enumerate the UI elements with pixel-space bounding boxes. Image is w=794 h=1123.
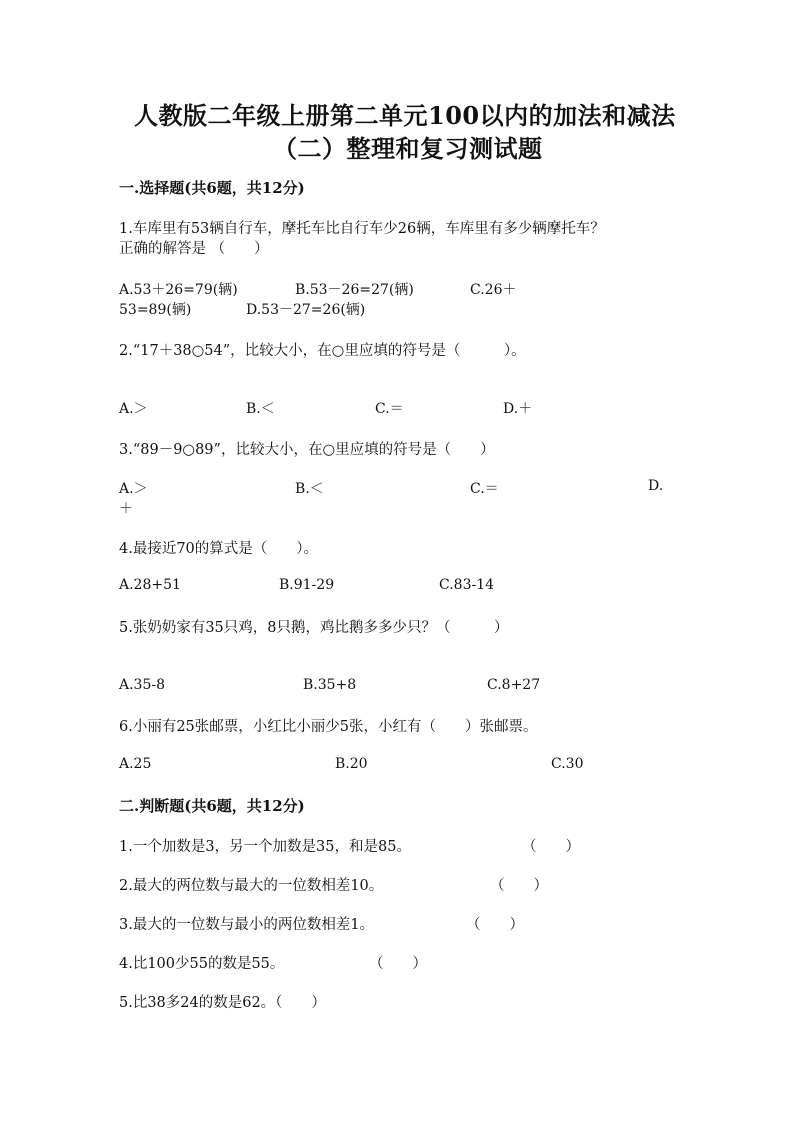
option-a: A.53＋26=79(辆) xyxy=(119,282,238,298)
option-c: C.＝ xyxy=(470,481,499,497)
option-b: B.＜ xyxy=(295,481,324,497)
option-c-cont: 53=89(辆) xyxy=(119,302,192,318)
option-b: B.53－26=27(辆) xyxy=(295,282,414,298)
answer-blank: （ ） xyxy=(522,839,580,855)
page-title-line2: （二）整理和复习测试题 xyxy=(273,134,543,163)
option-d-cont: ＋ xyxy=(119,501,133,517)
option-b: B.91-29 xyxy=(279,577,335,593)
question-text: 6.小丽有25张邮票，小红比小丽少5张，小红有（ ）张邮票。 xyxy=(119,719,538,735)
question-text: 1.一个加数是3，另一个加数是35，和是85。 xyxy=(119,839,411,855)
option-c: C.30 xyxy=(551,756,584,772)
option-c: C.8+27 xyxy=(487,677,541,693)
question-text: 3.最大的一位数与最小的两位数相差1。 xyxy=(119,917,375,933)
question-text: 正确的解答是 （ ） xyxy=(119,241,269,257)
page-title-line1: 人教版二年级上册第二单元100以内的加法和减法 xyxy=(134,101,676,130)
answer-blank: （ ） xyxy=(466,917,524,933)
question-text: 4.最接近70的算式是（ ）。 xyxy=(119,541,319,557)
answer-blank: （ ） xyxy=(490,878,548,894)
option-c: C.＝ xyxy=(375,401,404,417)
section-heading-choice: 一.选择题(共6题，共12分) xyxy=(119,179,305,197)
section-heading-judgment: 二.判断题(共6题，共12分) xyxy=(119,797,305,815)
option-d: D. xyxy=(648,478,664,494)
question-text: 4.比100少55的数是55。 xyxy=(119,956,285,972)
option-b: B.35+8 xyxy=(303,677,357,693)
question-text: 5.比38多24的数是62。（ ） xyxy=(119,995,326,1011)
question-text: 2.最大的两位数与最大的一位数相差10。 xyxy=(119,878,384,894)
question-text: 5.张奶奶家有35只鸡，8只鹅，鸡比鹅多多少只？（ ） xyxy=(119,620,509,636)
option-b: B.＜ xyxy=(246,401,275,417)
option-a: A.25 xyxy=(119,756,152,772)
option-b: B.20 xyxy=(335,756,368,772)
option-d: D.53－27=26(辆) xyxy=(246,302,366,318)
option-c: C.26＋ xyxy=(470,282,517,298)
option-a: A.＞ xyxy=(119,481,148,497)
question-text: 1.车库里有53辆自行车，摩托车比自行车少26辆，车库里有多少辆摩托车？ xyxy=(119,221,605,237)
answer-blank: （ ） xyxy=(369,956,427,972)
option-d: D.＋ xyxy=(503,401,533,417)
question-text: 3.“89－9○89”，比较大小，在○里应填的符号是（ ） xyxy=(119,442,495,458)
option-a: A.28+51 xyxy=(119,577,181,593)
option-c: C.83-14 xyxy=(439,577,495,593)
option-a: A.35-8 xyxy=(119,677,166,693)
option-a: A.＞ xyxy=(119,401,148,417)
question-text: 2.“17＋38○54”，比较大小，在○里应填的符号是（ ）。 xyxy=(119,343,526,359)
